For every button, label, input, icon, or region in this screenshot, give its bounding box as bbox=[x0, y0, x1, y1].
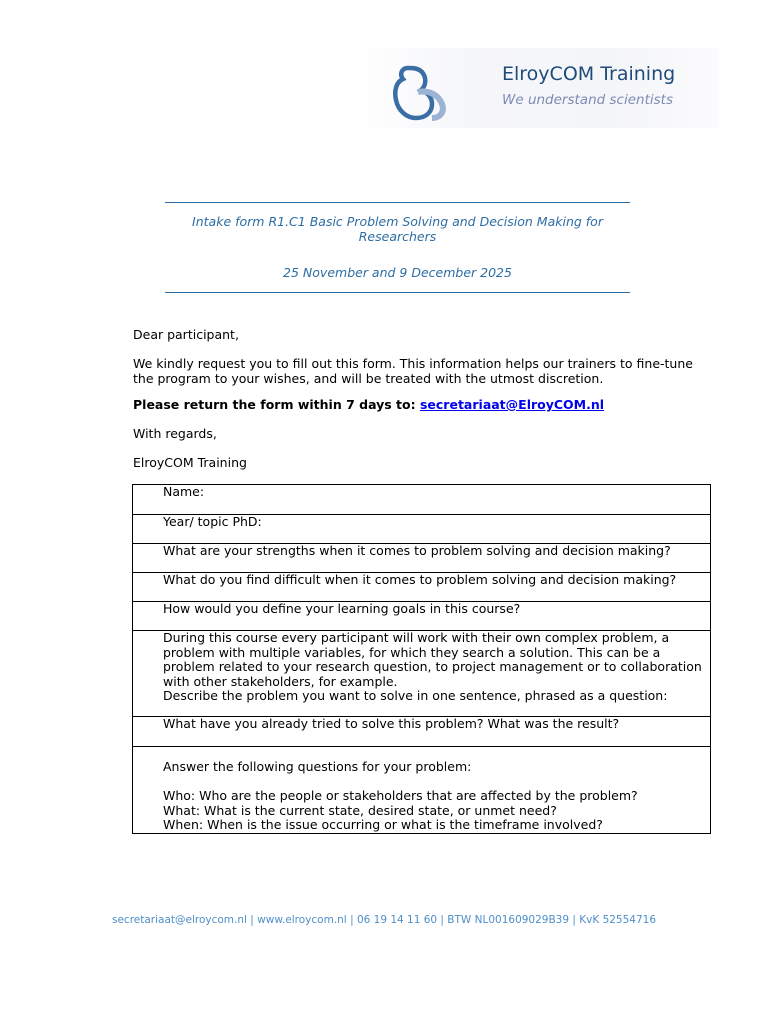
return-email-link[interactable]: secretariaat@ElroyCOM.nl bbox=[419, 397, 605, 412]
company-logo bbox=[352, 48, 718, 128]
logo-figure-icon bbox=[392, 60, 452, 122]
logo-tagline: We understand scientists bbox=[502, 92, 673, 108]
header-top-rule bbox=[165, 202, 630, 203]
form-row-learning-goals[interactable] bbox=[133, 602, 710, 631]
form-row-difficulties[interactable] bbox=[133, 573, 710, 602]
letter-request: We kindly request you to fill out this form. This information helps our trainers to fine-tune the program to your wishes, and will be treated with the utmost discretion. bbox=[133, 356, 693, 386]
intake-form-table bbox=[132, 484, 711, 834]
intake-form-title: Intake form R1.C1 Basic Problem Solving and Decision Making for Researchers bbox=[192, 214, 603, 244]
letter-regards: With regards, bbox=[133, 426, 217, 441]
form-question: What have you already tried to solve this problem? What was the result? bbox=[163, 716, 620, 731]
form-question: During this course every participant will work with their own complex problem, a problem with multiple variables, for which they search a solution. This can be a problem related to your research question, to project management or to collaboration with other stakeholders, for example. Describe the problem you want to solve in one sentence, phrased as a question: bbox=[163, 630, 702, 703]
footer-contact: secretariaat@elroycom.nl | www.elroycom.nl | 06 19 14 11 60 | BTW NL001609029B39 | KvK 52554716 bbox=[111, 914, 657, 926]
form-question: Answer the following questions for your problem: Who: Who are the people or stakeholders that are affected by the problem? What: What is the current state, desired state, or unmet need? When: When is the issue occurring or what is the timeframe involved? bbox=[163, 759, 638, 832]
form-question: What do you find difficult when it comes to problem solving and decision making? bbox=[163, 572, 677, 587]
letter-greeting: Dear participant, bbox=[133, 327, 239, 342]
form-question: What are your strengths when it comes to problem solving and decision making? bbox=[163, 543, 671, 558]
form-row-problem-analysis[interactable] bbox=[133, 747, 710, 833]
form-row-year-topic[interactable] bbox=[133, 515, 710, 544]
form-question: Year/ topic PhD: bbox=[163, 514, 262, 529]
form-row-problem[interactable] bbox=[133, 631, 710, 717]
logo-name: ElroyCOM Training bbox=[502, 63, 676, 85]
header-bottom-rule bbox=[165, 292, 630, 293]
form-row-name[interactable] bbox=[133, 485, 710, 515]
form-question: Name: bbox=[163, 484, 205, 499]
return-instruction-text: Please return the form within 7 days to: bbox=[133, 397, 420, 412]
form-row-tried[interactable] bbox=[133, 717, 710, 747]
form-question: How would you define your learning goals in this course? bbox=[163, 601, 521, 616]
intake-form-dates: 25 November and 9 December 2025 bbox=[283, 265, 512, 280]
form-row-strengths[interactable] bbox=[133, 544, 710, 573]
return-instruction bbox=[133, 398, 703, 413]
letter-signature: ElroyCOM Training bbox=[133, 455, 247, 470]
